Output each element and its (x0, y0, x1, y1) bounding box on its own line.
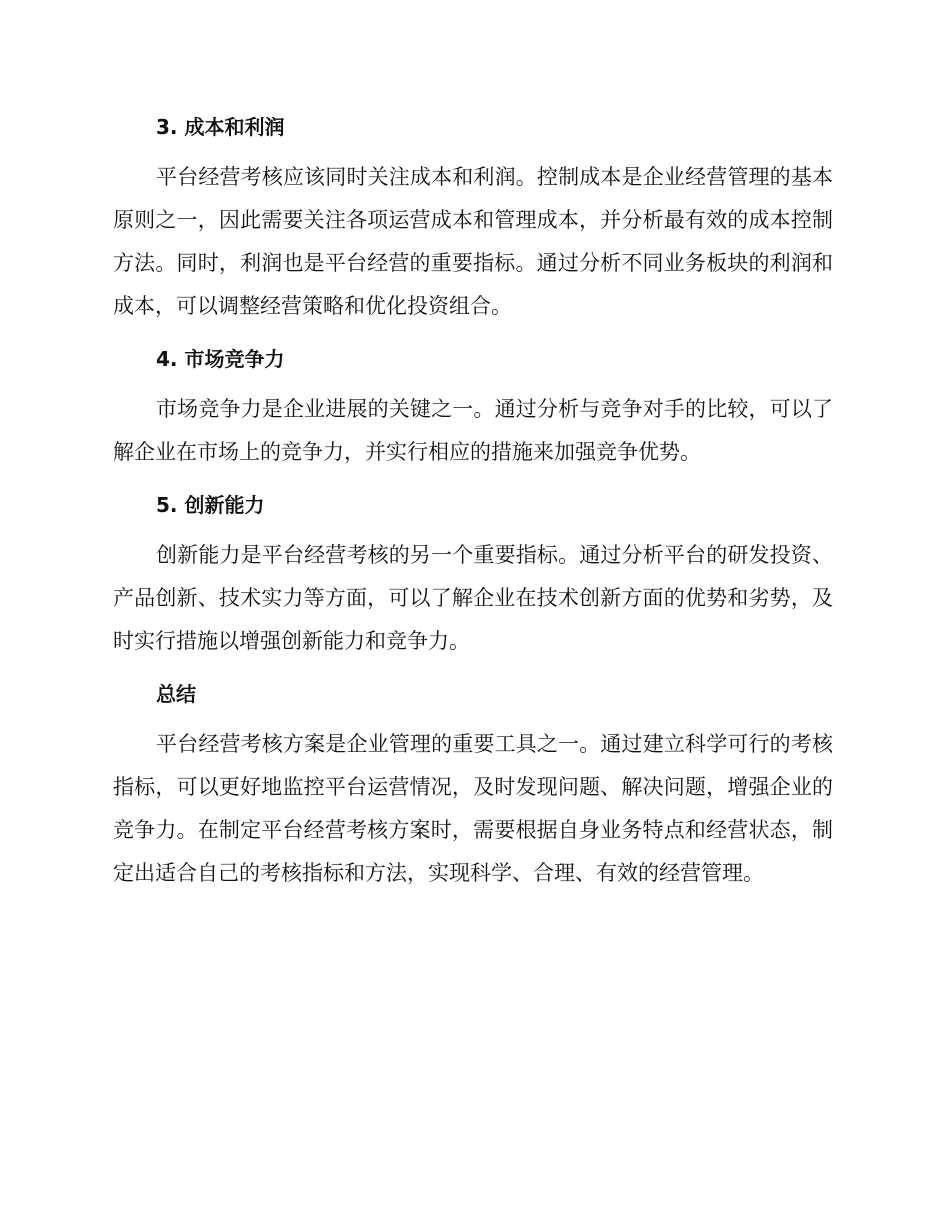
section-heading-market-competitiveness: 4. 市场竞争力 (156, 347, 285, 371)
section-heading-cost-profit: 3. 成本和利润 (156, 115, 285, 139)
section-paragraph-innovation: 创新能力是平台经营考核的另一个重要指标。通过分析平台的研发投资、产品创新、技术实力等方面，可以了解企业在技术创新方面的优势和劣势，及时实行措施以增强创新能力和竞争力。 (113, 543, 833, 653)
section-heading-innovation: 5. 创新能力 (156, 493, 265, 517)
section-paragraph-cost-profit: 平台经营考核应该同时关注成本和利润。控制成本是企业经营管理的基本原则之一，因此需要关注各项运营成本和管理成本，并分析最有效的成本控制方法。同时，利润也是平台经营的重要指标。通过分析不同业务板块的利润和成本，可以调整经营策略和优化投资组合。 (113, 165, 833, 318)
document-body (113, 106, 833, 905)
section-heading-summary: 总结 (156, 682, 196, 706)
section-paragraph-market-competitiveness: 市场竞争力是企业进展的关键之一。通过分析与竞争对手的比较，可以了解企业在市场上的竞争力，并实行相应的措施来加强竞争优势。 (113, 397, 833, 464)
section-paragraph-summary: 平台经营考核方案是企业管理的重要工具之一。通过建立科学可行的考核指标，可以更好地监控平台运营情况，及时发现问题、解决问题，增强企业的竞争力。在制定平台经营考核方案时，需要根据自身业务特点和经营状态，制定出适合自己的考核指标和方法，实现科学、合理、有效的经营管理。 (113, 732, 833, 885)
